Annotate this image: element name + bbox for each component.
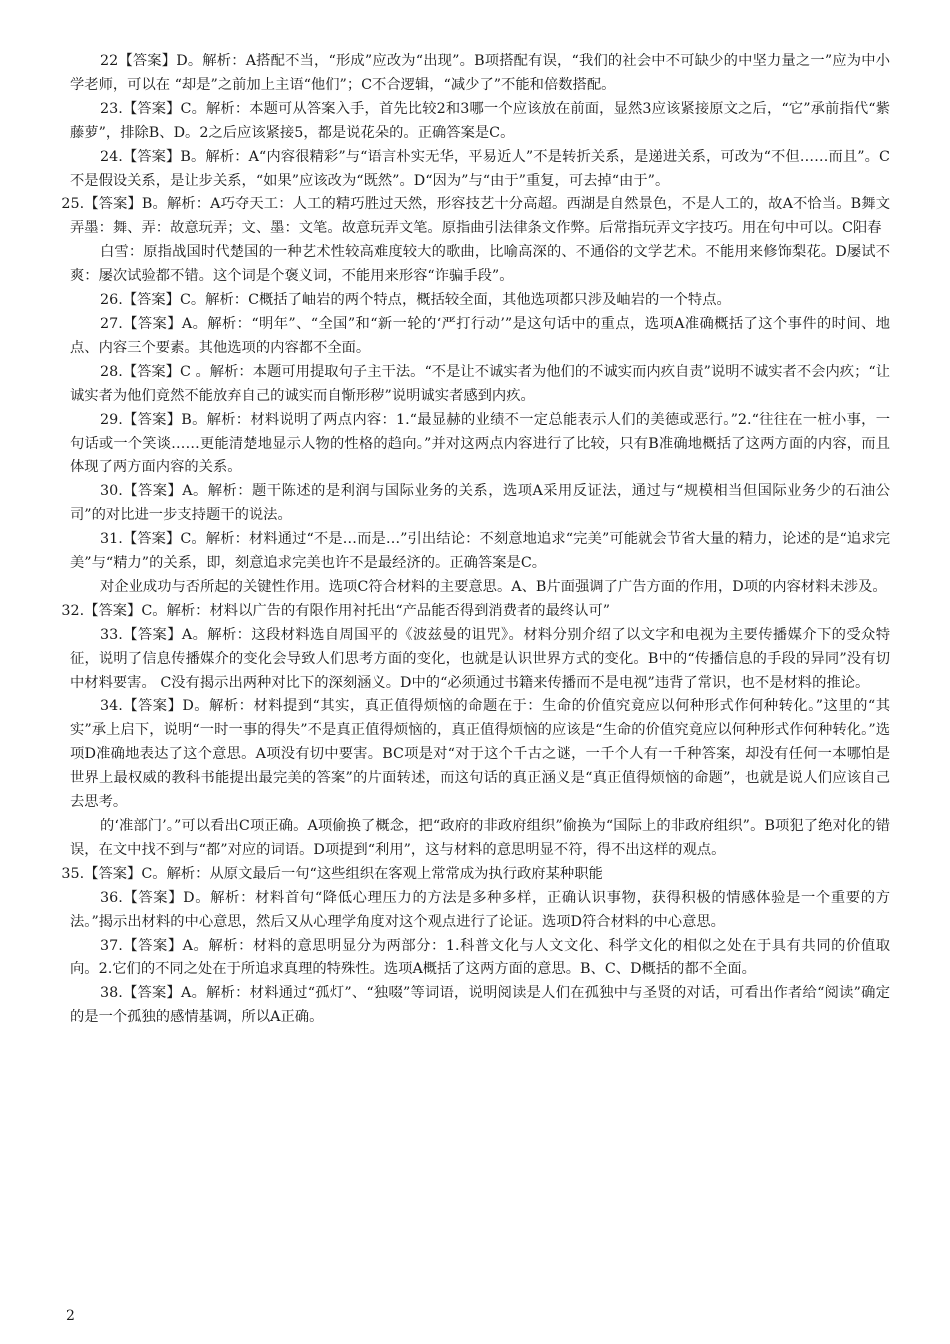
answer-paragraph: 的‘准部门’。”可以看出C项正确。A项偷换了概念，把“政府的非政府组织”偷换为“国际上的非政府组织”。B项犯了绝对化的错误，在文中找不到与“都”对应的词语。D项提到“利用”，这与材料的意思明显不符，得不出这样的观点。: [70, 818, 890, 858]
page-number: 2: [66, 1308, 75, 1324]
answer-paragraph: 37.【答案】A。解析：材料的意思明显分为两部分：1.科普文化与人文文化、科学文化的相似之处在于具有共同的价值取向。2.它们的不同之处在于所追求真理的特殊性。选项A概括了这两方面的意思。B、C、D概括的都不全面。: [70, 937, 890, 978]
answer-paragraph: 22【答案】D。解析：A搭配不当，“形成”应改为“出现”。B项搭配有误，“我们的社会中不可缺少的中坚力量之一”应为中小学老师，可以在 “却是”之前加上主语“他们”；C不合逻辑，“减少了”不能和倍数搭配。: [70, 53, 890, 93]
answer-paragraph: 25.【答案】B。解析：A巧夺天工：人工的精巧胜过天然，形容技艺十分高超。西湖是自然景色，不是人工的，故A不恰当。B舞文弄墨：舞、弄：故意玩弄；文、墨：文笔。故意玩弄文笔。原指曲引法律条文作弊。后常指玩弄文字技巧。用在句中可以。C阳春: [61, 196, 890, 237]
answer-paragraph: 33.【答案】A。解析：这段材料选自周国平的《波兹曼的诅咒》。材料分别介绍了以文字和电视为主要传播媒介下的受众特征，说明了信息传播媒介的变化会导致人们思考方面的变化，也就是认识世界方式的变化。B中的“传播信息的手段的异同”没有切中材料要害。 C没有揭示出两种对比下的深刻涵义。D中的“必须通过书籍来传播而不是电视”违背了常识，也不是材料的推论。: [70, 626, 890, 691]
answer-paragraph: 24.【答案】B。解析：A“内容很精彩”与“语言朴实无华，平易近人”不是转折关系，是递进关系，可改为“不但……而且”。C不是假设关系，是让步关系，“如果”应该改为“既然”。D“因为”与“由于”重复，可去掉“由于”。: [70, 148, 890, 189]
answer-paragraph: 31.【答案】C。解析：材料通过“不是…而是…”引出结论：不刻意地追求“完美”可能就会节省大量的精力，论述的是“追求完美”与“精力”的关系，即，刻意追求完美也许不是最经济的。正确答案是C。: [70, 531, 890, 572]
answer-paragraph: 26.【答案】C。解析：C概括了岫岩的两个特点，概括较全面，其他选项都只涉及岫岩的一个特点。: [100, 292, 731, 309]
answer-paragraph: 23.【答案】C。解析：本题可从答案入手，首先比较2和3哪一个应该放在前面，显然3应该紧接原文之后，“它”承前指代“紫藤萝”，排除B、D。2之后应该紧接5，都是说花朵的。正确答案是C。: [70, 100, 890, 141]
answer-explanations: [61, 50, 890, 1030]
answer-paragraph: 38.【答案】A。解析：材料通过“孤灯”、“独啜”等词语，说明阅读是人们在孤独中与圣贤的对话，可看出作者给“阅读”确定的是一个孤独的感情基调，所以A正确。: [70, 985, 890, 1026]
answer-paragraph: 32.【答案】C。解析：材料以广告的有限作用衬托出“产品能否得到消费者的最终认可”: [61, 602, 611, 619]
answer-paragraph: 对企业成功与否所起的关键性作用。选项C符合材料的主要意思。A、B片面强调了广告方面的作用，D项的内容材料未涉及。: [100, 578, 887, 595]
answer-paragraph: 30.【答案】A。解析：题干陈述的是利润与国际业务的关系，选项A采用反证法，通过与“规模相当但国际业务少的石油公司”的对比进一步支持题干的说法。: [70, 483, 890, 524]
answer-paragraph: 白雪：原指战国时代楚国的一种艺术性较高难度较大的歌曲，比喻高深的、不通俗的文学艺术。不能用来修饰梨花。D屡试不爽：屡次试验都不错。这个词是个褒义词，不能用来形容“诈骗手段”。: [70, 244, 890, 285]
answer-paragraph: 36.【答案】D。解析：材料首句“降低心理压力的方法是多种多样，正确认识事物，获得积极的情感体验是一个重要的方法。”揭示出材料的中心意思，然后又从心理学角度对这个观点进行了论证。选项D符合材料的中心意思。: [70, 889, 890, 930]
answer-paragraph: 35.【答案】C。解析：从原文最后一句“这些组织在客观上常常成为执行政府某种职能: [61, 865, 603, 882]
answer-paragraph: 34.【答案】D。解析：材料提到“其实，真正值得烦恼的命题在于：生命的价值究竟应以何种形式作何种转化。”这里的“其实”承上启下，说明“一时一事的得失”不是真正值得烦恼的，真正值得烦恼的应该是“生命的价值究竟应以何种形式作何种转化。”选项D准确地表达了这个意思。A项没有切中要害。BC项是对“对于这个千古之谜，一千个人有一千种答案，却没有任何一本哪怕是世界上最权威的教科书能提出最完美的答案”的片面转述，而这句话的真正涵义是“真正值得烦恼的命题”，也就是说人们应该自己去思考。: [70, 698, 890, 811]
answer-paragraph: 29.【答案】B。解析：材料说明了两点内容：1.“最显赫的业绩不一定总能表示人们的美德或恶行。”2.“往往在一桩小事，一句话或一个笑谈……更能清楚地显示人物的性格的趋向。”并对这两点内容进行了比较，只有B准确地概括了这两方面的内容，而且体现了两方面内容的关系。: [70, 411, 890, 476]
answer-paragraph: 28.【答案】C 。解析：本题可用提取句子主干法。“不是让不诚实者为他们的不诚实而内疚自责”说明不诚实者不会内疚；“让诚实者为他们竟然不能放弃自己的诚实而自惭形秽”说明诚实者感到内疚。: [70, 363, 890, 404]
answer-paragraph: 27.【答案】A。解析：“明年”、“全国”和“新一轮的‘严打行动’”是这句话中的重点，选项A准确概括了这个事件的时间、地点、内容三个要素。其他选项的内容都不全面。: [70, 315, 890, 356]
